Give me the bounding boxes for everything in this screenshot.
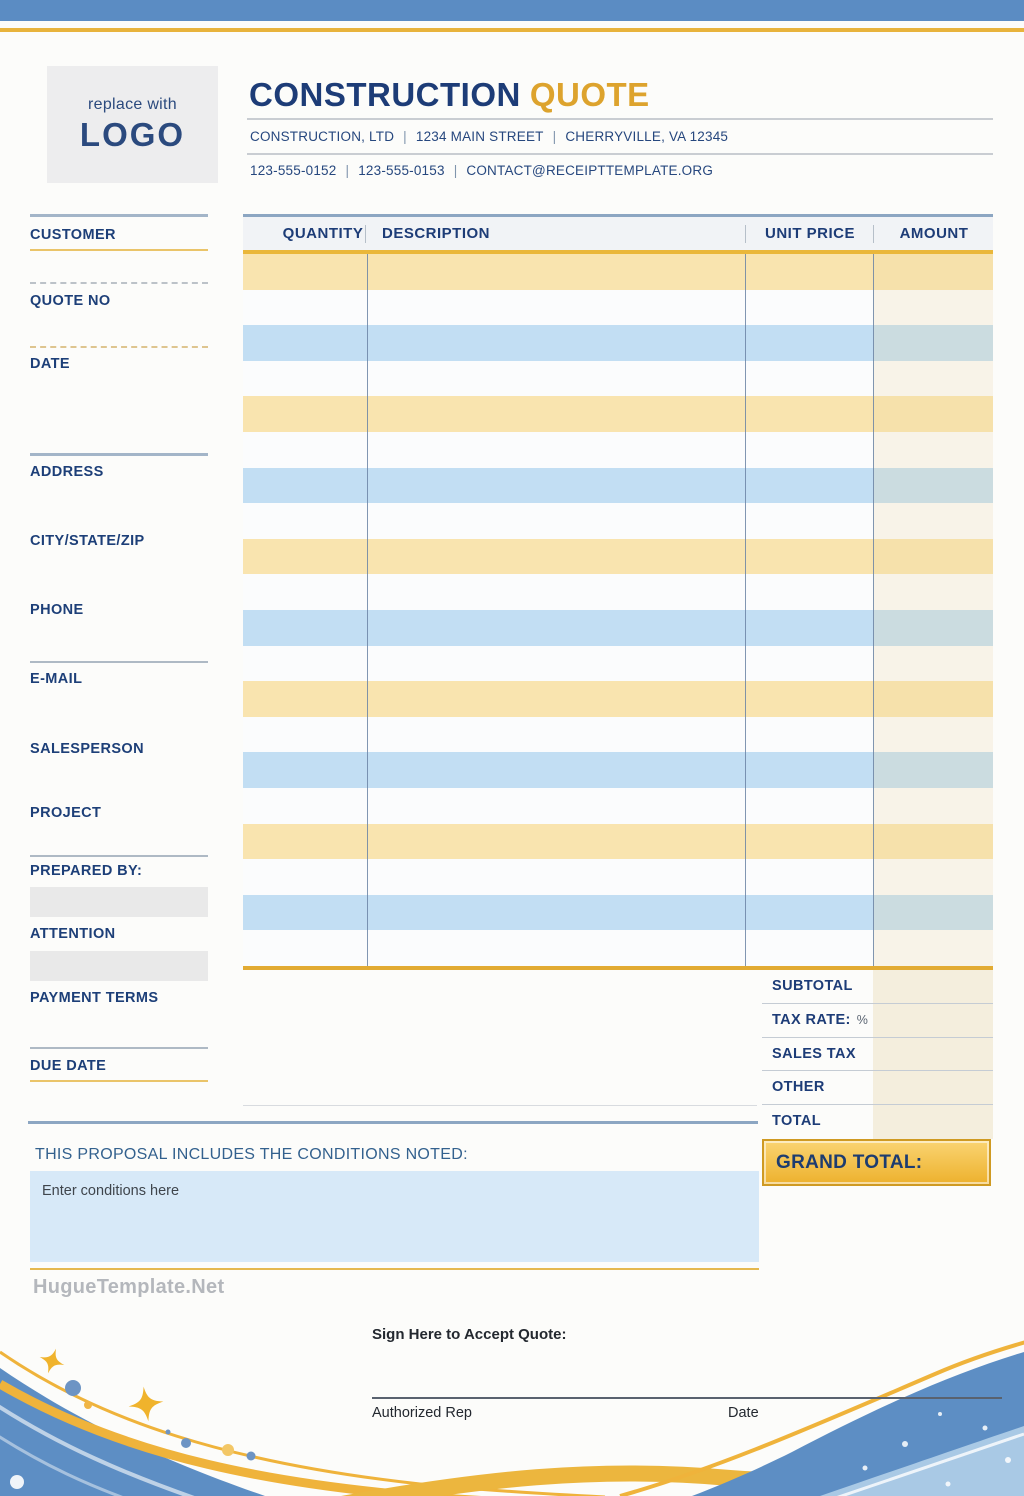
column-header-quantity: QUANTITY [282,225,364,242]
conditions-input-box[interactable] [30,1171,759,1262]
signature-line[interactable] [372,1397,1002,1399]
subtotal-value[interactable] [873,970,993,1003]
page-title [249,76,650,114]
other-value[interactable] [873,1071,993,1104]
field-label-address: ADDRESS [30,464,104,480]
logo-placeholder[interactable] [47,66,218,183]
field-label-quote-no: QUOTE NO [30,293,111,309]
header-separator [873,225,874,243]
subtotal-label: SUBTOTAL [772,978,853,994]
logo-text-large: LOGO [79,115,186,153]
conditions-bottom-gold-rule [30,1268,759,1270]
tax-rate-label: TAX RATE: % [772,1011,869,1028]
other-row [762,1071,993,1105]
title-word-quote: QUOTE [529,76,650,113]
field-label-phone: PHONE [30,602,84,618]
amount-column-tint [873,254,993,966]
attention-input[interactable] [30,951,208,981]
company-info-line: CONSTRUCTION, LTD | 1234 MAIN STREET | CHERRYVILLE, VA 12345 [250,129,729,144]
column-divider [367,254,368,966]
sidebar-rule-gold [30,1080,208,1082]
header-separator [365,225,366,243]
quote-items-table [243,214,993,974]
field-label-attention: ATTENTION [30,926,116,942]
sidebar-rule [30,453,208,456]
field-label-city-state-zip: CITY/STATE/ZIP [30,533,145,549]
field-label-payment-terms: PAYMENT TERMS [30,990,159,1006]
totals-section [762,970,993,1139]
company-city: CHERRYVILLE, VA 12345 [565,129,729,144]
sidebar-rule [30,661,208,663]
conditions-placeholder: Enter conditions here [42,1183,180,1199]
prepared-by-input[interactable] [30,887,208,917]
title-word-construction: CONSTRUCTION [249,76,521,113]
column-header-unit-price: UNIT PRICE [764,225,855,242]
date-label: Date [728,1405,759,1421]
sidebar-rule [30,1047,208,1049]
column-header-description: DESCRIPTION [382,225,491,242]
percent-sign: % [856,1012,869,1027]
conditions-top-rule [28,1121,758,1124]
tax-rate-value[interactable] [873,1004,993,1037]
sidebar-rule-gold [30,249,208,251]
header-divider [247,118,993,120]
top-gold-line [0,28,1024,32]
contact-email: CONTACT@RECEIPTTEMPLATE.ORG [466,163,714,178]
top-blue-band [0,0,1024,21]
company-street: 1234 MAIN STREET [415,129,544,144]
sales-tax-row [762,1038,993,1072]
total-value[interactable] [873,1105,993,1139]
notes-divider [243,1105,757,1106]
tax-rate-row [762,1004,993,1038]
field-label-due-date: DUE DATE [30,1058,107,1074]
sidebar-rule-dashed-gold [30,346,208,348]
sidebar-rule [30,855,208,857]
phone-2: 123-555-0153 [358,163,445,178]
header-separator [745,225,746,243]
field-label-email: E-MAIL [30,671,83,687]
table-header-row [243,214,993,250]
field-label-customer: CUSTOMER [30,227,116,243]
column-header-amount: AMOUNT [899,225,969,242]
field-label-prepared-by: PREPARED BY: [30,863,143,879]
grand-total-box[interactable] [762,1139,991,1186]
logo-text-small: replace with [88,95,177,113]
watermark: HugueTemplate.Net [33,1276,225,1298]
subtotal-row [762,970,993,1004]
signature-heading: Sign Here to Accept Quote: [372,1326,567,1343]
header-divider-2 [247,153,993,155]
authorized-rep-label: Authorized Rep [372,1405,472,1421]
column-divider [745,254,746,966]
field-label-project: PROJECT [30,805,102,821]
total-row [762,1105,993,1139]
sales-tax-label: SALES TAX [772,1045,856,1062]
contact-info-line: 123-555-0152 | 123-555-0153 | CONTACT@RECEIPTTEMPLATE.ORG [250,163,714,178]
total-label: TOTAL [772,1113,821,1130]
other-label: OTHER [772,1079,825,1096]
sales-tax-value[interactable] [873,1038,993,1071]
sidebar-rule-dashed [30,282,208,284]
field-label-date: DATE [30,356,70,372]
column-divider [873,254,874,966]
company-name: CONSTRUCTION, LTD [250,129,395,144]
phone-1: 123-555-0152 [250,163,337,178]
sidebar-rule [30,214,208,217]
field-label-salesperson: SALESPERSON [30,741,144,757]
conditions-heading: THIS PROPOSAL INCLUDES THE CONDITIONS NOTED: [35,1146,468,1163]
grand-total-label: GRAND TOTAL: [776,1151,923,1173]
